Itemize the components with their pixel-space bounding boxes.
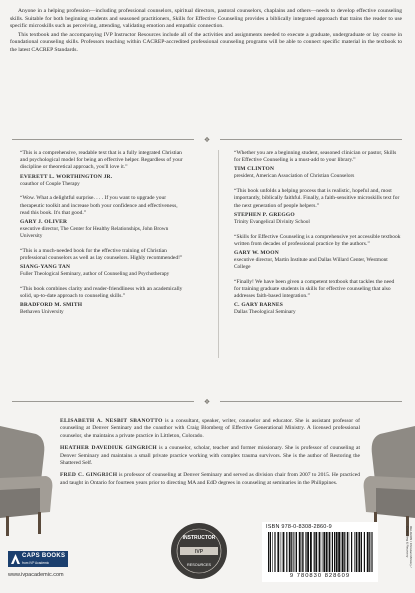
barcode-bar: [296, 532, 297, 572]
barcode-bar: [303, 532, 304, 572]
barcode-bar: [354, 532, 355, 572]
author-name: HEATHER DAVEDIUK GINGRICH: [60, 445, 157, 452]
endorser-name: STEPHEN P. GREGGO: [234, 211, 295, 218]
ornament-icon: ❖: [203, 136, 211, 144]
endorsement-quote: “This is a much-needed book for the effective training of Christian professional counselors as well as lay counselors. Highly recommended!”: [20, 247, 183, 261]
column-divider: [218, 150, 219, 358]
barcode-bar: [356, 532, 358, 572]
barcode-bar: [283, 532, 285, 572]
barcode-bar: [334, 532, 335, 572]
barcode-bar: [286, 532, 287, 572]
barcode-bar: [341, 532, 342, 572]
barcode-bar: [361, 532, 362, 572]
endorsement: [20, 248, 188, 278]
barcode-bar: [274, 532, 275, 572]
endorser-affiliation: Trinity Evangelical Divinity School: [234, 218, 310, 225]
endorser-name: BRADFORD M. SMITH: [20, 302, 83, 309]
barcode-image: [266, 532, 374, 572]
barcode-bar: [336, 532, 338, 572]
description-paragraph-2: This textbook and the accompanying IVP Instructor Resources include all of the activities and assignments needed to execute a graduate, undergraduate or lay course in foundational counseling skills. Professors teaching within CACREP-accredited professional counseling programs will be able to connect specific material in the textbook to the latest CACREP Standards.: [10, 31, 402, 53]
barcode-bar: [338, 532, 340, 572]
endorser-name: GARY W. MOON: [234, 250, 279, 257]
endorsement-quote: “Finally! We have been given a competent textbook that tackles the need for training graduate students in skills for effective counseling that also addresses faith-based integration.”: [234, 278, 395, 300]
author-bio-text: is professor of counseling at Denver Seminary and served as division chair from 2007 to 2015. He practiced and taught in Ontario for fourteen years prior to directing MA and EdD degrees in counseling at seminaries in the Philippines.: [60, 472, 360, 486]
barcode-number: 9 780830 828609: [289, 573, 351, 579]
endorsement: [234, 279, 402, 316]
endorser-name: GARY J. OLIVER: [20, 219, 68, 226]
endorser-name: TIM CLINTON: [234, 166, 275, 173]
author-bio: [60, 418, 360, 440]
barcode-bar: [289, 532, 291, 572]
barcode-bar: [342, 532, 344, 572]
barcode-bar: [358, 532, 360, 572]
barcode-bar: [322, 532, 323, 572]
endorsements: [20, 150, 400, 380]
endorser-affiliation: Fuller Theological Seminary, author of Counseling and Psychotherapy: [20, 271, 170, 278]
publisher-logo-tagline: from IVP Academic: [22, 561, 50, 565]
instructor-resources-seal: [170, 522, 228, 580]
seal-top-text: INSTRUCTOR: [182, 535, 216, 541]
endorsements-right-column: [234, 150, 402, 324]
seal-bottom-text: RESOURCES: [186, 563, 212, 567]
barcode-bar: [272, 532, 273, 572]
endorser-affiliation: president, American Association of Christian Counselors: [234, 173, 355, 180]
barcode-bar: [326, 532, 328, 572]
barcode-bar: [371, 532, 372, 572]
endorser-name: EVERETT L. WORTHINGTON JR.: [20, 173, 113, 180]
barcode-bar: [277, 532, 279, 572]
author-bio: [60, 445, 360, 467]
publisher-logo-name: CAPS BOOKS: [22, 553, 66, 559]
description-paragraph-1: Anyone in a helping profession—including professional counselors, spiritual directors, pastoral counselors, chaplains and others—needs to develop effective counseling skills. Suitable for both beginning students and seasoned practitioners, Skills for Effective Counseling provides a biblically integrated approach that trains the reader to use specific microskills such as perceiving, attending, validating emotion and empathic connection.: [10, 8, 402, 30]
barcode-bar: [299, 532, 301, 572]
barcode-bar: [329, 532, 331, 572]
barcode-bar: [347, 532, 348, 572]
endorser-affiliation: coauthor of Couple Therapy: [20, 180, 80, 187]
endorsement: [20, 150, 188, 187]
endorsement: [234, 234, 402, 271]
ornament-icon: ❖: [203, 398, 211, 406]
barcode-bar: [307, 532, 309, 572]
barcode-bar: [310, 532, 312, 572]
caps-logo-icon: [11, 554, 20, 564]
barcode-bar: [323, 532, 325, 572]
bottom-divider: [12, 398, 402, 406]
publisher-url: www.ivpacademic.com: [8, 572, 64, 578]
barcode-bar: [349, 532, 350, 572]
barcode-bar: [305, 532, 306, 572]
isbn-label: ISBN 978-0-8308-2860-9: [266, 524, 332, 530]
endorser-affiliation: executive director, The Center for Healthy Relationships, John Brown University: [20, 226, 169, 239]
left-chair-image: [0, 420, 56, 540]
seal-mid-text: IVP: [194, 549, 204, 555]
author-bio-text: is a counselor, scholar, teacher and former missionary. She is professor of counseling at Denver Seminary and maintains a small private practice working with complex trauma survivors. She is the author of Restoring the Shattered Self.: [60, 445, 360, 467]
barcode-bar: [369, 532, 370, 572]
barcode-bar: [314, 532, 315, 572]
endorsement: [234, 188, 402, 225]
barcode-bar: [302, 532, 303, 572]
endorsement-quote: “Whether you are a beginning student, seasoned clinician or pastor, Skills for Effective Counseling is a must-add to your library.”: [234, 150, 397, 164]
category-label: RELIGION / Christian Ministry / Counseling & Recovery: [405, 526, 413, 568]
endorser-affiliation: Bethaven University: [20, 309, 64, 316]
description-blurb: [10, 8, 402, 56]
endorsements-left-column: [20, 150, 188, 324]
author-name: FRED C. GINGRICH: [60, 472, 118, 479]
barcode-bar: [291, 532, 292, 572]
barcode-bar: [295, 532, 296, 572]
barcode-bar: [319, 532, 321, 572]
endorsement-quote: “This book unfolds a helping process that is realistic, hopeful and, most importantly, biblically faithful. Finally, a faith-sensitive microskills text for the next generation of people helpers.”: [234, 188, 400, 209]
endorser-affiliation: Dallas Theological Seminary: [234, 309, 296, 316]
endorser-affiliation: executive director, Martin Institute and Dallas Willard Center, Westmont College: [234, 257, 388, 270]
barcode-bar: [367, 532, 369, 572]
endorsement-quote: “Skills for Effective Counseling is a comprehensive yet accessible textbook written from decades of professional practice by the authors.”: [234, 233, 401, 247]
top-divider: [12, 136, 402, 144]
author-bio-text: is a consultant, speaker, writer, counselor and educator. She is assistant professor of counseling at Denver Seminary and the coauthor with Craig Blomberg of Effective Generational Ministry. A licensed professional counselor, she maintains a private practice in Littleton, Colorado.: [60, 418, 361, 439]
isbn-block: [262, 522, 378, 582]
barcode-bar: [293, 532, 294, 572]
endorsement: [20, 286, 188, 316]
endorsement: [234, 150, 402, 180]
barcode-bar: [364, 532, 365, 572]
barcode-bar: [351, 532, 352, 572]
publisher-logo: [8, 551, 68, 567]
endorser-name: C. GARY BARNES: [234, 302, 284, 309]
author-bio: [60, 472, 360, 487]
barcode-bar: [268, 532, 269, 572]
endorsement-quote: “This is a comprehensive, readable text that is a fully integrated Christian and psychological model for being an effective helper. Regardless of your discipline or theoretical approach, you'll love it.”: [20, 150, 183, 171]
endorsement: [20, 195, 188, 239]
endorsement-quote: “Wow. What a delightful surprise. . . . If you want to upgrade your therapeutic toolkit and increase both your confidence and effectiveness, read this book. It's that good.”: [20, 195, 178, 216]
endorsement-quote: “This book combines clarity and reader-friendliness with an academically solid, up-to-date approach to counseling skills.”: [20, 285, 183, 300]
barcode-bar: [332, 532, 333, 572]
endorser-name: SIANG-YANG TAN: [20, 264, 71, 271]
barcode-bar: [344, 532, 345, 572]
barcode-bar: [281, 532, 282, 572]
author-name: ELISABETH A. NESBIT SBANOTTO: [60, 418, 163, 424]
barcode-bar: [315, 532, 317, 572]
barcode-bar: [270, 532, 271, 572]
author-bios: [60, 418, 360, 492]
